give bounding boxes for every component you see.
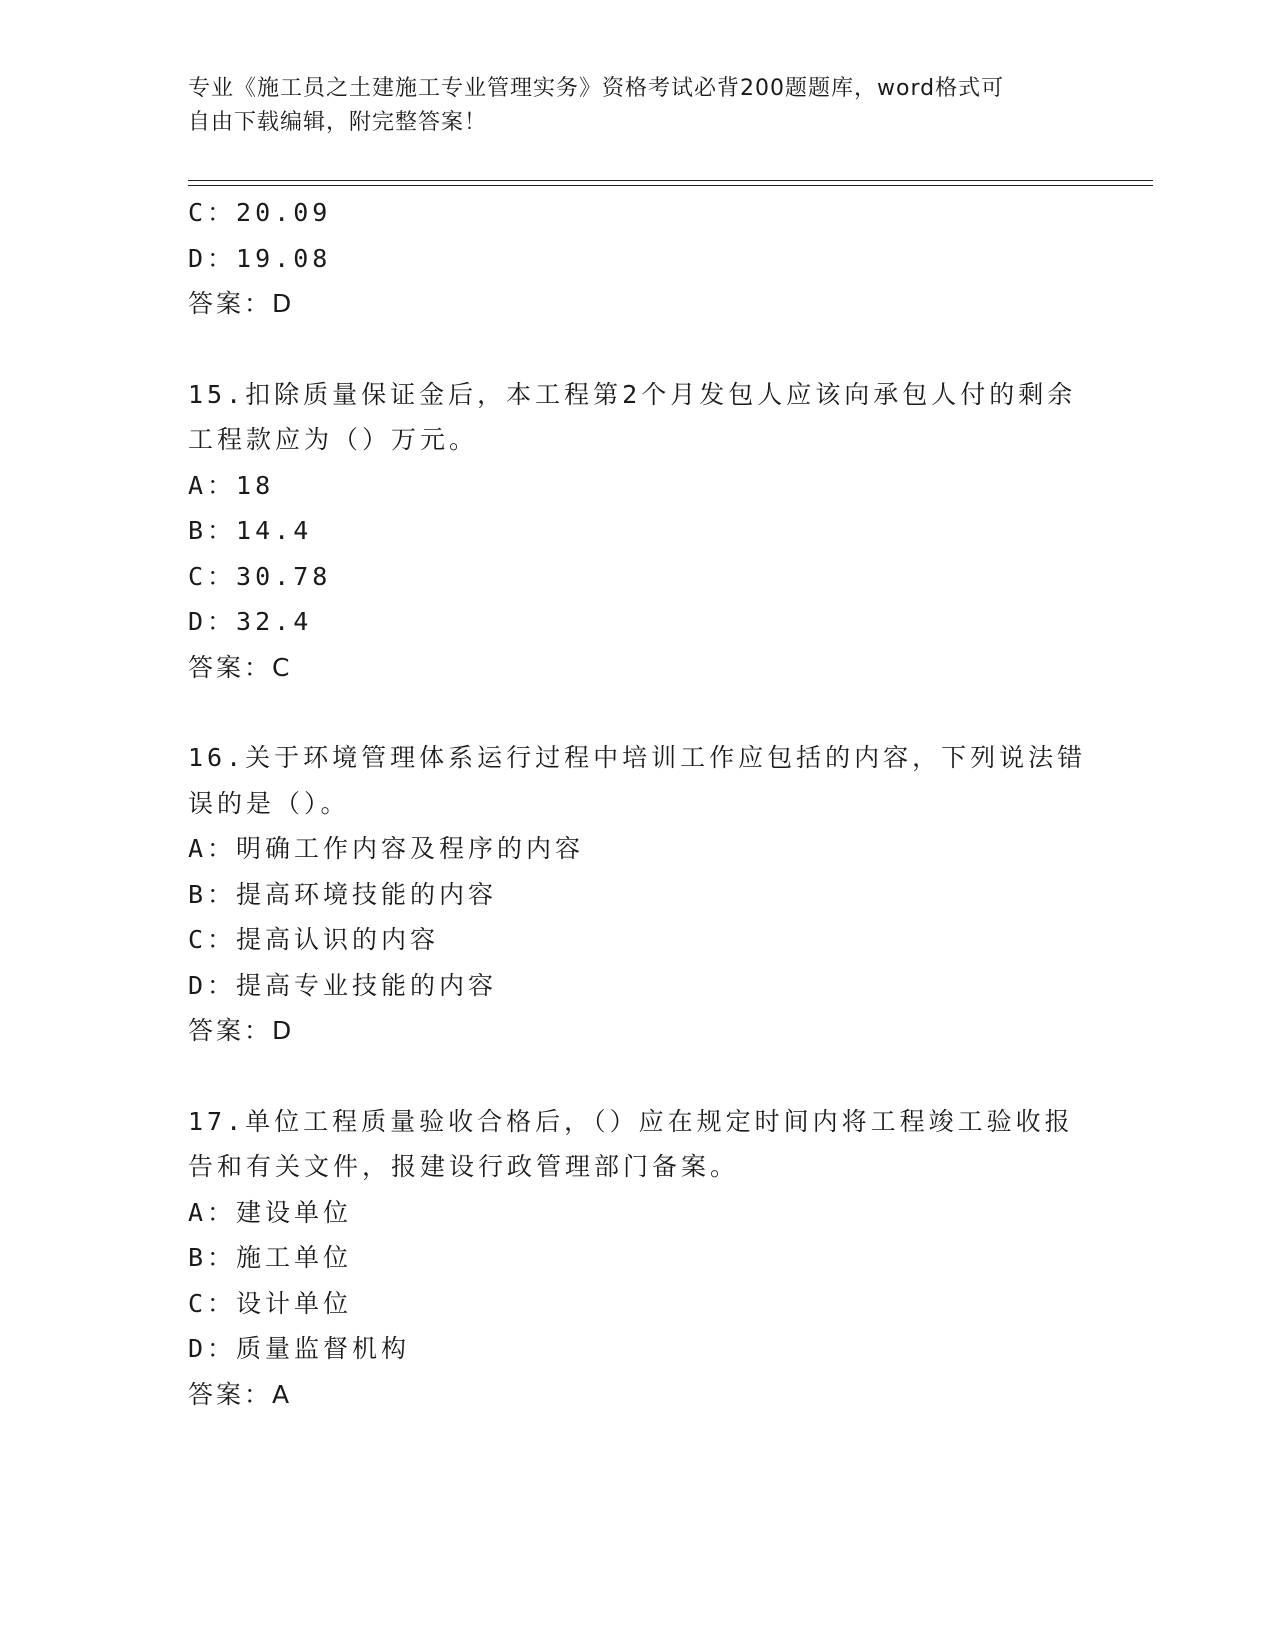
option-c: C：30.78 [188,561,332,591]
option-c: C：设计单位 [188,1288,353,1318]
spacer [188,327,1088,372]
question-stem: 工程款应为（）万元。 [188,425,479,454]
question-stem: 误的是（）。 [188,788,350,818]
option-d: D：质量监督机构 [188,1334,411,1363]
spacer [188,1054,1088,1099]
question-stem: 15.扣除质量保证金后，本工程第2个月发包人应该向承包人付的剩余 [188,379,1077,409]
question-stem: 17.单位工程质量验收合格后，（）应在规定时间内将工程竣工验收报 [188,1106,1074,1136]
document-header [188,72,1088,140]
option-d: D：32.4 [188,607,313,636]
answer: 答案：D [188,1016,295,1045]
answer: 答案：A [188,1379,293,1409]
question-16 [188,735,1088,1054]
option-c: C：提高认识的内容 [188,925,440,954]
question-stem: 16.关于环境管理体系运行过程中培训工作应包括的内容，下列说法错 [188,743,1087,772]
option-d: D：19.08 [188,243,332,273]
header-divider-top [188,180,1153,181]
option-a: A：明确工作内容及程序的内容 [188,834,585,863]
option-b: B：14.4 [188,516,313,545]
answer: 答案：C [188,652,293,682]
header-divider-bottom [188,185,1153,186]
option-a: A：建设单位 [188,1197,353,1227]
header-line-1: 专业《施工员之土建施工专业管理实务》资格考试必背200题题库，word格式可 [188,76,1005,101]
question-list [188,190,1088,1417]
option-d: D：提高专业技能的内容 [188,970,498,1000]
question-17 [188,1099,1088,1418]
option-b: B：施工单位 [188,1243,353,1272]
spacer [188,690,1088,735]
answer: 答案：D [188,289,295,318]
option-a: A：18 [188,470,275,500]
question-15 [188,372,1088,691]
option-b: B：提高环境技能的内容 [188,879,498,909]
header-line-2: 自由下载编辑，附完整答案！ [188,110,488,135]
option-c: C：20.09 [188,198,332,227]
previous-question-tail [188,190,1088,327]
question-stem: 告和有关文件，报建设行政管理部门备案。 [188,1152,740,1181]
